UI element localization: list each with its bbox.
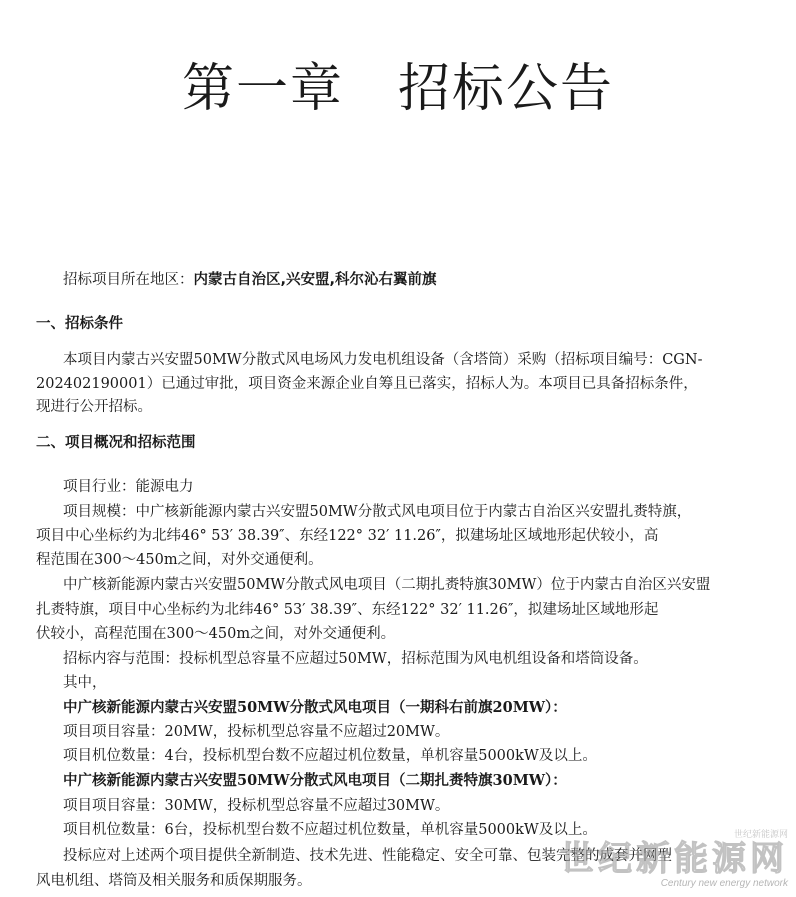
section2-heading: 二、项目概况和招标范围	[36, 435, 196, 451]
phase2-desc-line-1: 中广核新能源内蒙古兴安盟50MW分散式风电项目（二期扎赉特旗30MW）位于内蒙古自治区兴安盟	[63, 577, 711, 593]
region-label: 招标项目所在地区：	[63, 272, 194, 288]
watermark-top-text: 世纪新能源网	[733, 830, 788, 840]
closing-line-1: 投标应对上述两个项目提供全新制造、技术先进、性能稳定、安全可靠、包装完整的成套并网型	[63, 848, 672, 864]
phase1-title: 中广核新能源内蒙古兴安盟50MW分散式风电项目（一期科右前旗20MW）：	[63, 699, 567, 716]
section1-line-2: 202402190001）已通过审批，项目资金来源企业自筹且已落实，招标人为。本项目已具备招标条件，	[36, 376, 698, 392]
chapter-title: 第一章 招标公告	[181, 59, 614, 119]
section1-line-3: 现进行公开招标。	[36, 399, 152, 415]
among-line: 其中，	[63, 675, 107, 691]
closing-line-2: 风电机组、塔筒及相关服务和质保期服务。	[36, 873, 312, 889]
region-value: 内蒙古自治区,兴安盟,科尔沁右翼前旗	[193, 272, 437, 288]
scope-line: 招标内容与范围：投标机型总容量不应超过50MW，招标范围为风电机组设备和塔筒设备。	[63, 651, 648, 667]
phase2-capacity: 项目项目容量：30MW，投标机型总容量不应超过30MW。	[63, 798, 450, 814]
phase1-capacity: 项目项目容量：20MW，投标机型总容量不应超过20MW。	[63, 724, 450, 740]
industry-line: 项目行业：能源电力	[63, 479, 194, 495]
scale-line-2: 项目中心坐标约为北纬46° 53′ 38.39″、东经122° 32′ 11.26″，拟建场址区域地形起伏较小，高	[36, 528, 659, 544]
scale-line-1: 项目规模：中广核新能源内蒙古兴安盟50MW分散式风电项目位于内蒙古自治区兴安盟扎赉特旗，	[63, 504, 692, 520]
section1-line-1: 本项目内蒙古兴安盟50MW分散式风电场风力发电机组设备（含塔筒）采购（招标项目编号：CGN-	[63, 352, 703, 368]
phase1-units: 项目机位数量：4台，投标机型台数不应超过机位数量，单机容量5000kW及以上。	[63, 748, 597, 764]
section1-heading: 一、招标条件	[36, 316, 123, 332]
phase2-units: 项目机位数量：6台，投标机型台数不应超过机位数量，单机容量5000kW及以上。	[63, 822, 597, 838]
region-line	[63, 270, 437, 290]
phase2-desc-line-2: 扎赉特旗，项目中心坐标约为北纬46° 53′ 38.39″、东经122° 32′ 11.26″，拟建场址区域地形起	[36, 602, 659, 618]
phase2-title: 中广核新能源内蒙古兴安盟50MW分散式风电项目（二期扎赉特旗30MW）：	[63, 772, 567, 789]
phase2-desc-line-3: 伏较小，高程范围在300～450m之间，对外交通便利。	[36, 626, 396, 642]
watermark-sub-text: Century new energy network	[660, 878, 788, 889]
scale-line-3: 程范围在300～450m之间，对外交通便利。	[36, 552, 323, 568]
watermark-main-text: 世纪新能源网	[560, 839, 788, 879]
